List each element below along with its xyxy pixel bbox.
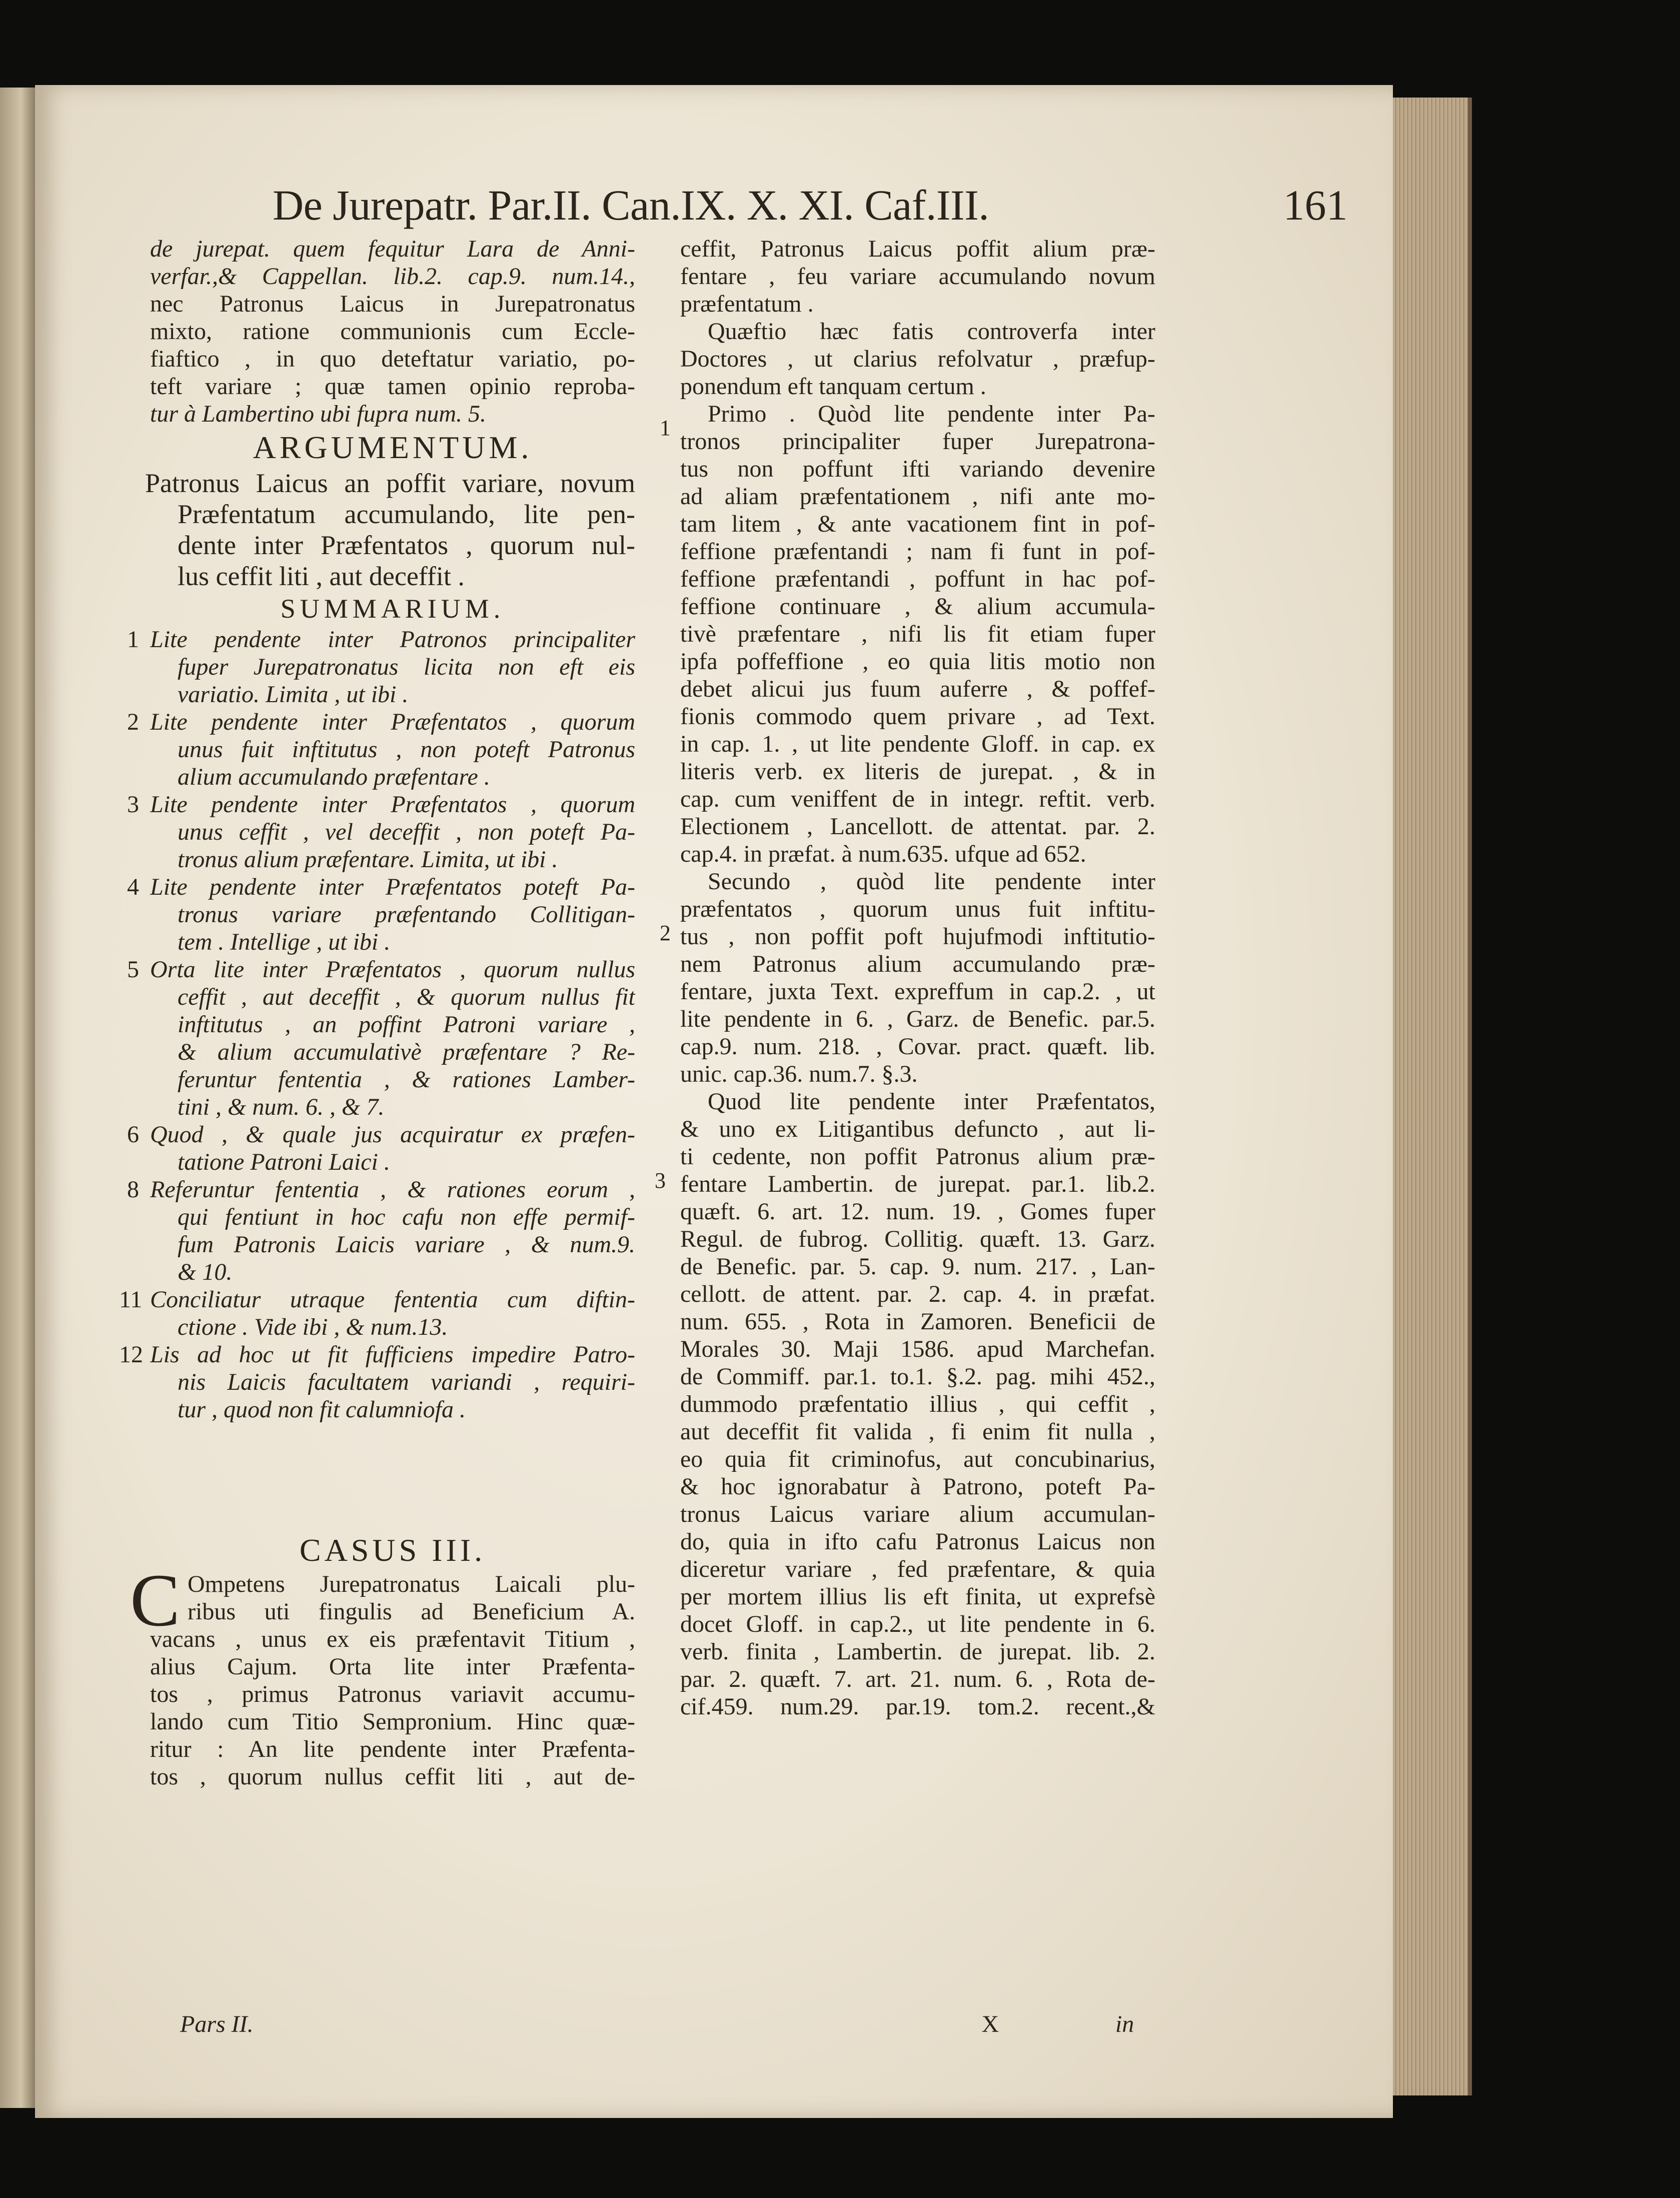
drop-cap: C bbox=[130, 1559, 181, 1642]
casus-line: ritur : An lite pendente inter Præfenta- bbox=[150, 1736, 635, 1762]
intro-line: mixto, ratione communionis cum Eccle- bbox=[150, 318, 635, 345]
summarium-heading: SUMMARIUM. bbox=[280, 594, 505, 624]
summarium-line: Lite pendente inter Patronos principaliter bbox=[150, 626, 635, 653]
casus-heading: CASUS III. bbox=[299, 1532, 486, 1568]
summarium-number: 4 bbox=[127, 874, 139, 900]
casus-line: tos , quorum nullus ceffit liti , aut de- bbox=[150, 1763, 635, 1790]
argumentum-line: Patronus Laicus an poffit variare, novum bbox=[145, 468, 635, 498]
body-line: & uno ex Litigantibus defuncto , aut li- bbox=[680, 1116, 1155, 1142]
summarium-line: tem . Intellige , ut ibi . bbox=[178, 929, 391, 955]
body-line: ad aliam præfentationem , nifi ante mo- bbox=[680, 483, 1155, 510]
body-line: eo quia fit criminofus, aut concubinarius, bbox=[680, 1446, 1155, 1472]
body-line: diceretur variare , fed præfentare, & quia bbox=[680, 1556, 1155, 1582]
casus-line: lando cum Titio Sempronium. Hinc quæ- bbox=[150, 1708, 635, 1735]
intro-line: de jurepat. quem fequitur Lara de Anni- bbox=[150, 236, 635, 262]
summarium-item bbox=[127, 956, 635, 1121]
body-line: fentare Lambertin. de jurepat. par.1. lib.2. bbox=[680, 1171, 1155, 1197]
body-line: tam litem , & ante vacationem fint in pof- bbox=[680, 511, 1155, 537]
summarium-line: Lite pendente inter Præfentatos , quorum bbox=[150, 709, 635, 735]
signature-line: Pars II. bbox=[180, 2011, 254, 2037]
right-column bbox=[680, 235, 1155, 1720]
body-line: feffione continuare , & alium accumula- bbox=[680, 593, 1155, 620]
summarium-line: tur , quod non fit calumniofa . bbox=[178, 1396, 466, 1423]
summarium-line: unus ceffit , vel deceffit , non poteft Pa- bbox=[178, 819, 635, 845]
body-line: ipfa poffeffione , eo quia litis motio non bbox=[680, 648, 1155, 675]
body-line: de Commiff. par.1. to.1. §.2. pag. mihi 452., bbox=[680, 1363, 1155, 1390]
body-line: Secundo , quòd lite pendente inter bbox=[708, 868, 1155, 895]
summarium-line: Lite pendente inter Præfentatos , quorum bbox=[150, 791, 635, 818]
facing-page-edge bbox=[0, 88, 35, 2108]
page-block-edge bbox=[1393, 98, 1472, 2095]
summarium-line: alium accumulando præfentare . bbox=[178, 764, 490, 790]
margin-number: 2 bbox=[660, 921, 671, 945]
body-line: tus , non poffit poft hujufmodi inftitutio- bbox=[680, 923, 1155, 950]
body-line: Quæftio hæc fatis controverfa inter bbox=[708, 318, 1155, 345]
body-line: Quod lite pendente inter Præfentatos, bbox=[708, 1088, 1155, 1115]
summarium-line: unus fuit inftitutus , non poteft Patronus bbox=[178, 736, 635, 763]
body-line: ti cedente, non poffit Patronus alium præ- bbox=[680, 1143, 1155, 1170]
summarium-line: tatione Patroni Laici . bbox=[178, 1149, 390, 1175]
body-line: nem Patronus alium accumulando præ- bbox=[680, 951, 1155, 977]
summarium-line: ceffit , aut deceffit , & quorum nullus fit bbox=[178, 984, 635, 1010]
summarium-item bbox=[127, 708, 635, 791]
summarium-line: Orta lite inter Præfentatos , quorum nullus bbox=[150, 956, 635, 983]
summarium-number: 11 bbox=[119, 1286, 143, 1313]
summarium-line: Lis ad hoc ut fit fufficiens impedire Patro- bbox=[150, 1341, 635, 1368]
body-line: fentare , feu variare accumulando novum bbox=[680, 263, 1155, 290]
body-line: quæft. 6. art. 12. num. 19. , Gomes fuper bbox=[680, 1198, 1155, 1225]
summarium-line: ctione . Vide ibi , & num.13. bbox=[178, 1314, 448, 1340]
summarium-line: variatio. Limita , ut ibi . bbox=[178, 681, 409, 708]
body-line: dummodo præfentatio illius , qui ceffit , bbox=[680, 1391, 1155, 1417]
body-line: ceffit, Patronus Laicus poffit alium præ- bbox=[680, 236, 1155, 262]
body-line: Primo . Quòd lite pendente inter Pa- bbox=[708, 401, 1155, 427]
argumentum-heading: ARGUMENTUM. bbox=[253, 430, 533, 465]
signature-mark: X bbox=[981, 2011, 999, 2037]
summarium-item bbox=[127, 626, 635, 708]
summarium-number: 2 bbox=[127, 709, 139, 735]
summarium-line: Conciliatur utraque fententia cum diftin- bbox=[150, 1286, 635, 1313]
casus-line: ribus uti fingulis ad Beneficium A. bbox=[188, 1598, 635, 1625]
summarium-line: tini , & num. 6. , & 7. bbox=[178, 1094, 385, 1120]
body-line: cap. cum veniffent de in integr. reftit. verb. bbox=[680, 786, 1155, 812]
body-line: verb. finita , Lambertin. de jurepat. lib. 2. bbox=[680, 1638, 1155, 1665]
body-line: cap.4. in præfat. à num.635. ufque ad 652. bbox=[680, 841, 1086, 867]
body-line: lite pendente in 6. , Garz. de Benefic. par.5. bbox=[680, 1006, 1155, 1032]
summarium-number: 12 bbox=[119, 1341, 143, 1368]
body-line: docet Gloff. in cap.2., ut lite pendente in 6. bbox=[680, 1611, 1155, 1637]
summarium-line: qui fentiunt in hoc cafu non effe permif- bbox=[178, 1204, 635, 1230]
intro-line: fiaftico , in quo deteftatur variatio, po- bbox=[150, 346, 635, 372]
summarium-line: fum Patronis Laicis variare , & num.9. bbox=[178, 1231, 635, 1258]
body-line: præfentatos , quorum unus fuit inftitu- bbox=[680, 896, 1155, 922]
body-line: de Benefic. par. 5. cap. 9. num. 217. , Lan- bbox=[680, 1253, 1155, 1280]
summarium-line: fuper Jurepatronatus licita non eft eis bbox=[178, 654, 635, 680]
body-line: literis verb. ex literis de jurepat. , & in bbox=[680, 758, 1155, 785]
summarium-item bbox=[127, 1176, 635, 1286]
summarium-number: 3 bbox=[127, 791, 139, 818]
summarium-number: 8 bbox=[127, 1176, 139, 1203]
intro-line: teft variare ; quæ tamen opinio reproba- bbox=[150, 373, 635, 400]
summarium-list bbox=[119, 626, 635, 1423]
summarium-line: Referuntur fententia , & rationes eorum , bbox=[150, 1176, 635, 1203]
body-line: cap.9. num. 218. , Covar. pract. quæft. lib. bbox=[680, 1033, 1155, 1060]
summarium-number: 5 bbox=[127, 956, 139, 983]
intro-line: tur à Lambertino ubi fupra num. 5. bbox=[150, 401, 487, 427]
summarium-line: & 10. bbox=[178, 1259, 233, 1285]
summarium-line: nis Laicis facultatem variandi , requiri- bbox=[178, 1369, 635, 1395]
page-number: 161 bbox=[1283, 181, 1348, 229]
argumentum-line: lus ceffit liti , aut deceffit . bbox=[178, 561, 465, 591]
summarium-line: Quod , & quale jus acquiratur ex præfen- bbox=[150, 1121, 635, 1148]
body-line: Regul. de fubrog. Collitig. quæft. 13. Garz. bbox=[680, 1226, 1155, 1252]
summarium-line: Lite pendente inter Præfentatos poteft Pa- bbox=[150, 874, 635, 900]
casus-line: vacans , unus ex eis præfentavit Titium , bbox=[150, 1626, 635, 1652]
summarium-line: tronus variare præfentando Collitigan- bbox=[178, 901, 635, 928]
body-line: præfentatum . bbox=[680, 291, 814, 317]
summarium-item bbox=[119, 1286, 635, 1341]
body-line: ponendum eft tanquam certum . bbox=[680, 373, 986, 400]
argumentum-line: Præfentatum accumulando, lite pen- bbox=[178, 499, 635, 529]
body-line: do, quia in ifto cafu Patronus Laicus non bbox=[680, 1528, 1155, 1555]
body-line: Morales 30. Maji 1586. apud Marchefan. bbox=[680, 1336, 1155, 1362]
summarium-number: 1 bbox=[127, 626, 139, 653]
body-line: feffione præfentandi , poffunt in hac pof- bbox=[680, 566, 1155, 592]
body-line: tus non poffunt ifti variando devenire bbox=[680, 456, 1155, 482]
body-line: Electionem , Lancellott. de attentat. par. 2. bbox=[680, 813, 1155, 840]
margin-number: 1 bbox=[660, 416, 671, 440]
casus-block bbox=[130, 1530, 635, 1790]
body-line: feffione præfentandi ; nam fi funt in pof- bbox=[680, 538, 1155, 565]
summarium-item bbox=[127, 791, 635, 873]
body-line: par. 2. quæft. 7. art. 21. num. 6. , Rota de- bbox=[680, 1666, 1155, 1692]
intro-line: nec Patronus Laicus in Jurepatronatus bbox=[150, 291, 635, 317]
body-line: tronos principaliter fuper Jurepatrona- bbox=[680, 428, 1155, 455]
body-line: fentare, juxta Text. expreffum in cap.2. , ut bbox=[680, 978, 1155, 1005]
body-line: aut deceffit fit valida , fi enim fit nulla , bbox=[680, 1418, 1155, 1445]
summarium-item bbox=[119, 1341, 635, 1423]
body-line: tivè præfentare , nifi lis fit etiam fuper bbox=[680, 621, 1155, 647]
summarium-line: tronus alium præfentare. Limita, ut ibi . bbox=[178, 846, 558, 873]
casus-line: tos , primus Patronus variavit accumu- bbox=[150, 1681, 635, 1707]
body-line: in cap. 1. , ut lite pendente Gloff. in cap. ex bbox=[680, 731, 1155, 757]
argumentum-line: dente inter Præfentatos , quorum nul- bbox=[178, 530, 635, 560]
body-line: cif.459. num.29. par.19. tom.2. recent.,& bbox=[680, 1693, 1155, 1720]
body-line: debet alicui jus fuum auferre , & poffef- bbox=[680, 676, 1155, 702]
summarium-line: inftitutus , an poffint Patroni variare , bbox=[178, 1011, 635, 1038]
body-line: & hoc ignorabatur à Patrono, poteft Pa- bbox=[680, 1473, 1155, 1500]
summarium-item bbox=[127, 873, 635, 956]
summarium-line: & alium accumulativè præfentare ? Re- bbox=[178, 1039, 635, 1065]
catchword: in bbox=[1115, 2011, 1134, 2037]
margin-number: 3 bbox=[655, 1168, 666, 1193]
body-line: tronus Laicus variare alium accumulan- bbox=[680, 1501, 1155, 1527]
body-line: cellott. de attent. par. 2. cap. 4. in præfat. bbox=[680, 1281, 1155, 1307]
body-line: per mortem illius lis eft finita, ut exprefsè bbox=[680, 1583, 1155, 1610]
summarium-line: feruntur fententia , & rationes Lamber- bbox=[178, 1066, 635, 1093]
body-line: unic. cap.36. num.7. §.3. bbox=[680, 1061, 918, 1087]
body-line: fionis commodo quem privare , ad Text. bbox=[680, 703, 1155, 730]
casus-line: alius Cajum. Orta lite inter Præfenta- bbox=[150, 1653, 635, 1680]
left-column bbox=[119, 235, 635, 1423]
summarium-item bbox=[127, 1121, 635, 1176]
running-title: De Jurepatr. Par.II. Can.IX. X. XI. Caf.III. bbox=[273, 181, 989, 229]
summarium-number: 6 bbox=[127, 1121, 139, 1148]
body-line: num. 655. , Rota in Zamoren. Beneficii de bbox=[680, 1308, 1155, 1335]
body-line: Doctores , ut clarius refolvatur , præfup- bbox=[680, 346, 1155, 372]
intro-line: verfar.,& Cappellan. lib.2. cap.9. num.14., bbox=[150, 263, 635, 290]
casus-line: Ompetens Jurepatronatus Laicali plu- bbox=[188, 1571, 635, 1597]
